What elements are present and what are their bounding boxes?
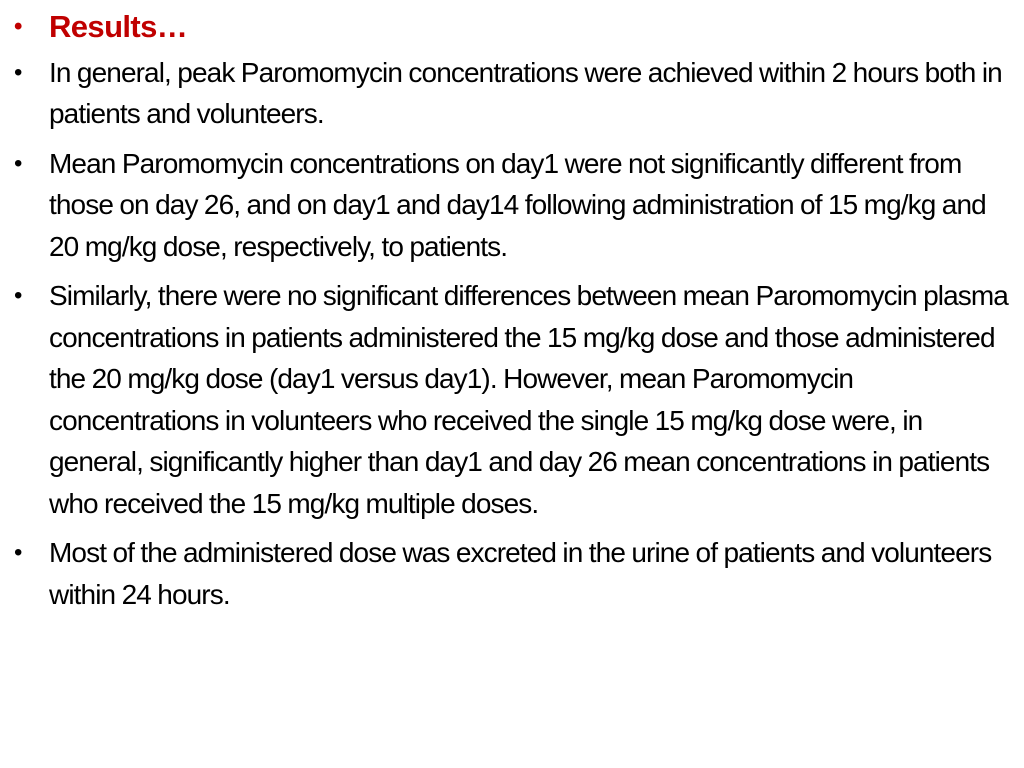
bullet-icon: • [14,282,22,309]
bullet-list [0,6,1024,623]
bullet-text: Most of the administered dose was excreted in the urine of patients and volunteers within 24 hours. [49,537,992,610]
heading-text: Results… [49,9,188,44]
bullet-item-excretion [0,532,1024,615]
bullet-icon: • [14,13,22,40]
bullet-item-peak-concentration [0,52,1024,135]
results-heading [0,6,1024,48]
bullet-icon: • [14,58,22,86]
bullet-text: In general, peak Paromomycin concentrations were achieved within 2 hours both in patients and volunteers. [49,56,1002,129]
bullet-text: Similarly, there were no significant differences between mean Paromomycin plasma concentrations in patients administered the 15 mg/kg dose and those administered the 20 mg/kg dose (day1 versus day1). However, mean Paromomycin concentrations in volunteers who received the single 15 mg/kg dose were, in general, significantly higher than day1 and day 26 mean concentrations in patients who received the 15 mg/kg multiple doses. [49,280,1008,519]
bullet-item-dose-comparison [0,275,1024,524]
bullet-item-day-comparison [0,143,1024,268]
bullet-text: Mean Paromomycin concentrations on day1 were not significantly different from those on day 26, and on day1 and day14 following administration of 15 mg/kg and 20 mg/kg dose, respectively, to patients. [49,147,986,262]
bullet-icon: • [14,149,22,177]
bullet-icon: • [14,539,22,566]
